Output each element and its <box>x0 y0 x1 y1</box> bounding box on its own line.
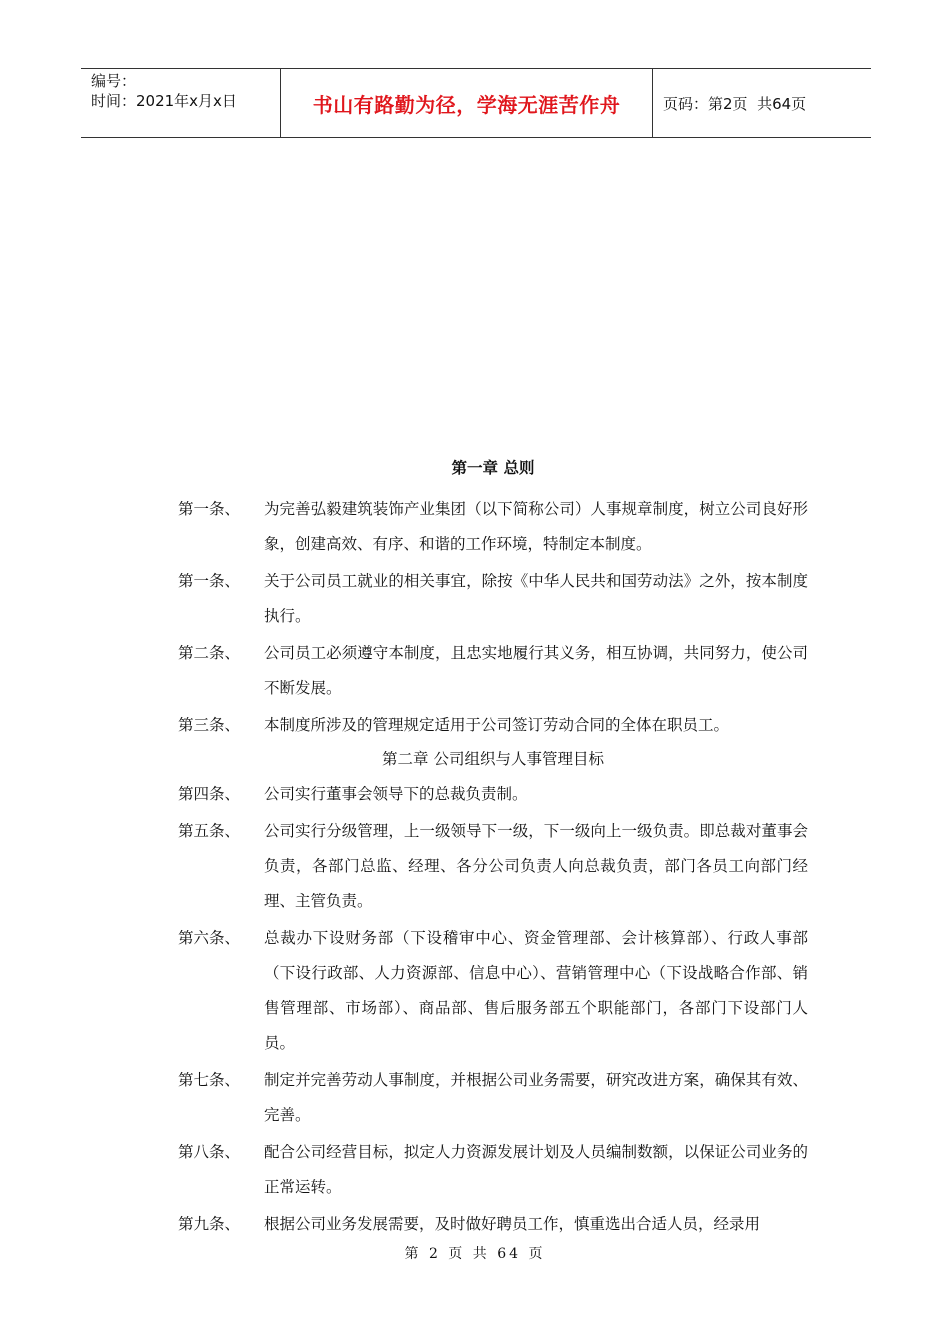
article-number: 第六条、 <box>178 929 241 947</box>
date-label: 时间：2021年x月x日 <box>91 92 237 110</box>
article <box>178 492 808 562</box>
article-number: 第一条、 <box>178 500 241 518</box>
article <box>178 1135 808 1205</box>
article-number: 第九条、 <box>178 1215 241 1233</box>
article-number: 第三条、 <box>178 716 241 734</box>
article <box>178 636 808 706</box>
article-text: 关于公司员工就业的相关事宜，除按《中华人民共和国劳动法》之外，按本制度执行。 <box>264 572 808 625</box>
page-label: 页码：第2页 共64页 <box>663 94 807 113</box>
document-body <box>178 448 808 1244</box>
page-footer: 第 2 页 共 64 页 <box>404 1246 546 1262</box>
article <box>178 921 808 1061</box>
article-text: 配合公司经营目标，拟定人力资源发展计划及人员编制数额，以保证公司业务的正常运转。 <box>264 1143 808 1196</box>
article-number: 第五条、 <box>178 822 241 840</box>
article <box>178 564 808 634</box>
article-number: 第七条、 <box>178 1071 241 1089</box>
article-text: 公司实行分级管理，上一级领导下一级，下一级向上一级负责。即总裁对董事会负责，各部门总监、经理、各分公司负责人向总裁负责，部门各员工向部门经理、主管负责。 <box>264 822 808 910</box>
article <box>178 1063 808 1133</box>
article-text: 总裁办下设财务部（下设稽审中心、资金管理部、会计核算部）、行政人事部（下设行政部、人力资源部、信息中心）、营销管理中心（下设战略合作部、销售管理部、市场部）、商品部、售后服务部五个职能部门，各部门下设部门人员。 <box>264 929 808 1052</box>
article-text: 本制度所涉及的管理规定适用于公司签订劳动合同的全体在职员工。 <box>264 716 730 734</box>
article-text: 为完善弘毅建筑装饰产业集团（以下简称公司）人事规章制度，树立公司良好形象，创建高效、有序、和谐的工作环境，特制定本制度。 <box>264 500 808 553</box>
header-page-info <box>653 69 871 137</box>
article-text: 根据公司业务发展需要，及时做好聘员工作，慎重选出合适人员，经录用 <box>264 1215 761 1233</box>
article-number: 第一条、 <box>178 572 241 590</box>
number-label: 编号： <box>91 72 137 90</box>
article-number: 第八条、 <box>178 1143 241 1161</box>
document-header <box>81 68 871 138</box>
header-meta <box>81 69 281 137</box>
article-number: 第二条、 <box>178 644 241 662</box>
chapter-title: 第一章 总则 <box>451 458 535 477</box>
chapter-title: 第二章 公司组织与人事管理目标 <box>382 750 604 768</box>
article <box>178 1207 808 1242</box>
article-number: 第四条、 <box>178 785 241 803</box>
header-motto: 书山有路勤为径，学海无涯苦作舟 <box>281 69 653 137</box>
article-text: 公司实行董事会领导下的总裁负责制。 <box>264 785 528 803</box>
article <box>178 777 808 812</box>
article-text: 制定并完善劳动人事制度，并根据公司业务需要，研究改进方案，确保其有效、完善。 <box>264 1071 808 1124</box>
article <box>178 814 808 919</box>
article <box>178 708 808 743</box>
article-text: 公司员工必须遵守本制度，且忠实地履行其义务，相互协调，共同努力，使公司不断发展。 <box>264 644 808 697</box>
